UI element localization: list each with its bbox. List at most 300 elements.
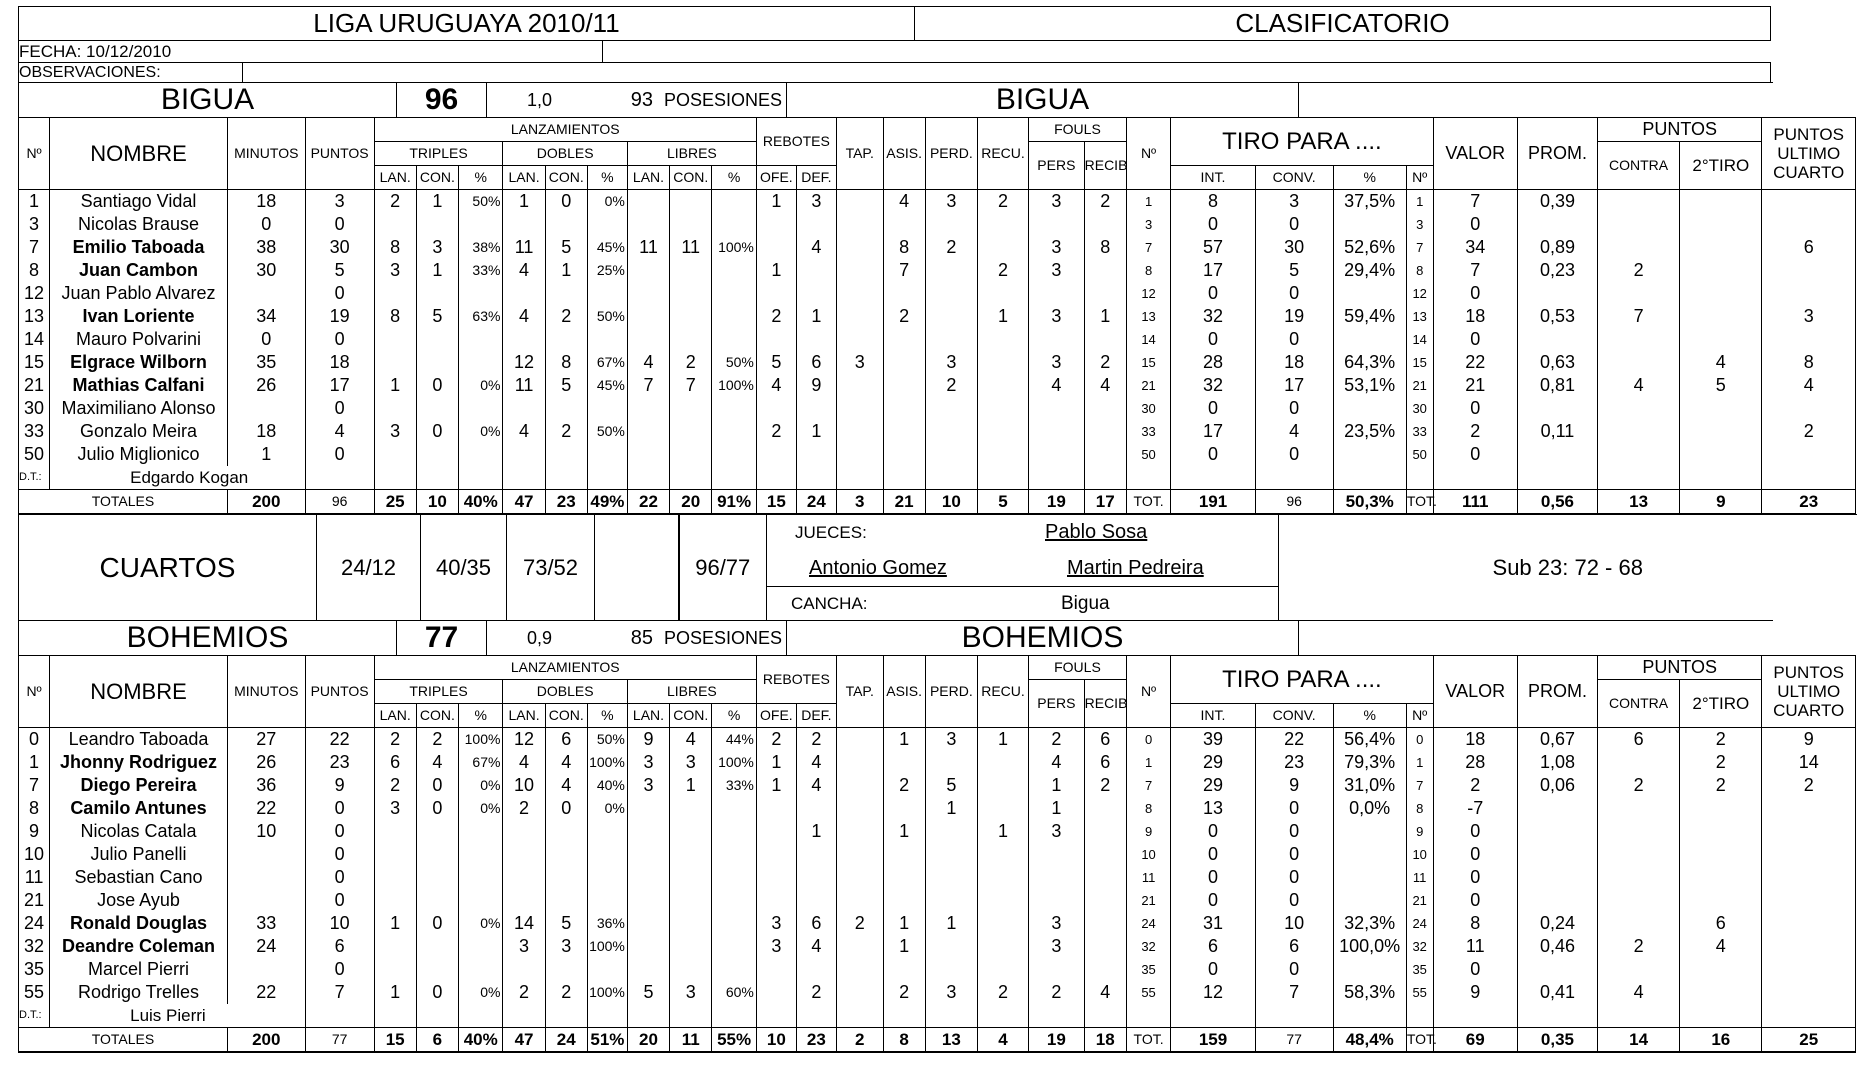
total-fp: 19 [1029, 490, 1085, 515]
total-l_p: 55% [712, 1028, 757, 1053]
total-d_l: 47 [503, 490, 545, 515]
cell-prom: 0,11 [1517, 420, 1597, 443]
coach-name: Edgardo Kogan [50, 466, 306, 490]
cell-rec: 2 [977, 981, 1028, 1004]
cell-def: 2 [796, 728, 836, 752]
cell-int: 31 [1171, 912, 1255, 935]
cell-pc: 53,1% [1333, 374, 1406, 397]
cell-fr [1084, 397, 1126, 420]
cell-no3: 1 [1406, 190, 1433, 214]
cell-ult [1762, 328, 1856, 351]
cell-t_l [374, 958, 416, 981]
cell-int: 0 [1171, 328, 1255, 351]
cell-per [925, 443, 977, 466]
cell-d_c: 4 [545, 774, 587, 797]
cell-conv: 10 [1255, 912, 1333, 935]
cell-t_p: 0% [459, 374, 503, 397]
cell-name: Jose Ayub [50, 889, 228, 912]
title-table [18, 6, 1771, 41]
cell-per [925, 397, 977, 420]
cell-fp: 3 [1029, 820, 1085, 843]
cell-d_c [545, 958, 587, 981]
cell-no2: 21 [1126, 374, 1170, 397]
cell-d_l: 2 [503, 981, 545, 1004]
cell-def [796, 889, 836, 912]
cell-conv: 0 [1255, 328, 1333, 351]
cell-asi: 4 [883, 190, 925, 214]
cell-per: 3 [925, 728, 977, 752]
player-row [19, 935, 1856, 958]
cell-ult [1762, 259, 1856, 282]
cell-l_p [712, 282, 757, 305]
cell-min [227, 843, 305, 866]
cell-con [1597, 797, 1679, 820]
total-t_l: 25 [374, 490, 416, 515]
cell-no2: 12 [1126, 282, 1170, 305]
cell-fp [1029, 213, 1085, 236]
cell-seg: 4 [1680, 935, 1762, 958]
cell-per [925, 305, 977, 328]
cell-per [925, 420, 977, 443]
cell-d_c: 5 [545, 236, 587, 259]
cell-t_l: 2 [374, 774, 416, 797]
cell-l_c [670, 866, 712, 889]
cell-t_c: 0 [416, 420, 458, 443]
cell-d_c [545, 282, 587, 305]
cell-no2: 30 [1126, 397, 1170, 420]
cell-no2: 15 [1126, 351, 1170, 374]
cell-t_c [416, 843, 458, 866]
cell-con [1597, 397, 1679, 420]
team-block-away [18, 620, 1856, 1053]
col-header-conv: CONV. [1255, 704, 1333, 728]
cell-per: 1 [925, 797, 977, 820]
total-ult: 23 [1762, 490, 1856, 515]
cell-l_l: 5 [627, 981, 669, 1004]
col-header-points: PUNTOS [305, 118, 374, 190]
cell-d_c: 5 [545, 374, 587, 397]
cell-pts: 0 [305, 820, 374, 843]
cell-pc: 52,6% [1333, 236, 1406, 259]
cell-conv: 0 [1255, 843, 1333, 866]
cell-tap [836, 843, 883, 866]
cell-t_l: 8 [374, 305, 416, 328]
cell-int: 0 [1171, 889, 1255, 912]
cell-prom: 0,23 [1517, 259, 1597, 282]
total-d_c: 24 [545, 1028, 587, 1053]
cell-min [227, 282, 305, 305]
cell-prom: 0,67 [1517, 728, 1597, 752]
cell-con [1597, 236, 1679, 259]
cell-l_l [627, 797, 669, 820]
cell-l_l [627, 820, 669, 843]
cell-con [1597, 820, 1679, 843]
cell-pts: 0 [305, 889, 374, 912]
cell-d_p [587, 328, 627, 351]
cell-no2: 11 [1126, 866, 1170, 889]
cell-d_p [587, 282, 627, 305]
cell-t_l [374, 282, 416, 305]
cell-min: 26 [227, 751, 305, 774]
total-seg: 9 [1680, 490, 1762, 515]
cell-name: Diego Pereira [50, 774, 228, 797]
cell-t_l: 1 [374, 981, 416, 1004]
cell-d_p: 40% [587, 774, 627, 797]
cell-t_p: 38% [459, 236, 503, 259]
cell-conv: 0 [1255, 282, 1333, 305]
cell-pc [1333, 213, 1406, 236]
col-header-turnovers: PERD. [925, 656, 977, 728]
cell-no2: 55 [1126, 981, 1170, 1004]
cell-d_l: 4 [503, 305, 545, 328]
cell-per [925, 328, 977, 351]
total-asi: 21 [883, 490, 925, 515]
col-header-con: CON. [416, 166, 458, 190]
cell-fr: 2 [1084, 774, 1126, 797]
cell-d_l: 1 [503, 190, 545, 214]
cell-t_p: 63% [459, 305, 503, 328]
cell-ult [1762, 443, 1856, 466]
cell-conv: 0 [1255, 958, 1333, 981]
cell-t_c [416, 397, 458, 420]
cell-t_c [416, 935, 458, 958]
cell-con [1597, 282, 1679, 305]
cell-pc: 32,3% [1333, 912, 1406, 935]
cell-l_c [670, 213, 712, 236]
col-header-name: NOMBRE [50, 656, 228, 728]
cell-pts: 22 [305, 728, 374, 752]
cell-asi [883, 351, 925, 374]
total-d_p: 49% [587, 490, 627, 515]
cell-l_c [670, 935, 712, 958]
cell-def: 9 [796, 374, 836, 397]
cell-prom: 0,24 [1517, 912, 1597, 935]
cell-def: 2 [796, 981, 836, 1004]
cell-pts: 0 [305, 866, 374, 889]
cell-t_p: 0% [459, 912, 503, 935]
cell-no: 8 [19, 259, 50, 282]
total-ofe: 15 [756, 490, 796, 515]
col-header-steals: RECU. [977, 118, 1028, 190]
cell-pc [1333, 958, 1406, 981]
cell-fr [1084, 820, 1126, 843]
cell-name: Julio Miglionico [50, 443, 228, 466]
cell-l_c [670, 820, 712, 843]
cell-l_p [712, 889, 757, 912]
cell-val: 28 [1433, 751, 1517, 774]
cell-def [796, 259, 836, 282]
cell-ult: 6 [1762, 236, 1856, 259]
player-row [19, 958, 1856, 981]
cell-asi: 1 [883, 820, 925, 843]
cell-t_c: 5 [416, 305, 458, 328]
cell-ult [1762, 213, 1856, 236]
cell-asi [883, 420, 925, 443]
cell-def [796, 282, 836, 305]
cell-d_c: 5 [545, 912, 587, 935]
cell-int: 0 [1171, 866, 1255, 889]
quarter-2-score: 40/35 [421, 515, 507, 621]
cell-no: 14 [19, 328, 50, 351]
cell-fp: 3 [1029, 935, 1085, 958]
cell-no2: 10 [1126, 843, 1170, 866]
cell-int: 13 [1171, 797, 1255, 820]
cell-prom [1517, 889, 1597, 912]
cell-d_l: 12 [503, 728, 545, 752]
cell-ofe: 1 [756, 190, 796, 214]
cell-t_l [374, 213, 416, 236]
total-fr: 18 [1084, 1028, 1126, 1053]
cell-l_c: 2 [670, 351, 712, 374]
cell-con [1597, 443, 1679, 466]
cell-l_l [627, 305, 669, 328]
col-header-lan: LAN. [503, 166, 545, 190]
total-l_p: 91% [712, 490, 757, 515]
cell-t_c [416, 889, 458, 912]
cell-conv: 18 [1255, 351, 1333, 374]
cell-pts: 19 [305, 305, 374, 328]
cell-l_c [670, 282, 712, 305]
cell-d_p [587, 958, 627, 981]
cell-int: 0 [1171, 443, 1255, 466]
col-header-pct: % [712, 704, 757, 728]
cell-asi [883, 397, 925, 420]
cell-seg [1680, 305, 1762, 328]
cell-def: 1 [796, 820, 836, 843]
cell-rec: 1 [977, 820, 1028, 843]
cell-con [1597, 751, 1679, 774]
cell-t_l [374, 397, 416, 420]
cell-prom [1517, 843, 1597, 866]
cell-con [1597, 912, 1679, 935]
col-header-no-2: Nº [1126, 118, 1170, 190]
cell-ult: 2 [1762, 420, 1856, 443]
cell-prom [1517, 820, 1597, 843]
cell-pc [1333, 282, 1406, 305]
cell-no3: 8 [1406, 797, 1433, 820]
col-header-lan: LAN. [627, 166, 669, 190]
cell-no: 50 [19, 443, 50, 466]
cell-pts: 18 [305, 351, 374, 374]
cell-l_p: 44% [712, 728, 757, 752]
cell-con: 2 [1597, 259, 1679, 282]
observations-table [18, 62, 1771, 83]
col-header-doubles: DOBLES [503, 142, 627, 166]
cell-tap [836, 236, 883, 259]
cell-val: 0 [1433, 443, 1517, 466]
cell-d_c: 8 [545, 351, 587, 374]
possessions-value: 85 [630, 626, 653, 649]
cell-d_c [545, 866, 587, 889]
cell-seg [1680, 397, 1762, 420]
cell-pc: 29,4% [1333, 259, 1406, 282]
cell-conv: 6 [1255, 935, 1333, 958]
cell-t_c [416, 820, 458, 843]
cell-t_l: 3 [374, 797, 416, 820]
cell-no2: 1 [1126, 751, 1170, 774]
col-header-triples: TRIPLES [374, 680, 503, 704]
player-row [19, 328, 1856, 351]
player-row [19, 797, 1856, 820]
cell-no: 1 [19, 190, 50, 214]
cell-pts: 0 [305, 443, 374, 466]
cell-seg [1680, 958, 1762, 981]
coach-label: D.T.: [19, 466, 50, 490]
cell-ult [1762, 958, 1856, 981]
cell-int: 28 [1171, 351, 1255, 374]
cell-d_p [587, 889, 627, 912]
cell-l_c [670, 190, 712, 214]
meta-table [18, 40, 1771, 63]
col-header-lan: LAN. [627, 704, 669, 728]
cell-name: Marcel Pierri [50, 958, 228, 981]
col-header-pers: PERS [1029, 142, 1085, 190]
cell-d_l: 11 [503, 374, 545, 397]
cell-l_p: 100% [712, 751, 757, 774]
cell-pts: 0 [305, 958, 374, 981]
cell-asi [883, 213, 925, 236]
cell-t_p: 100% [459, 728, 503, 752]
cell-l_l [627, 190, 669, 214]
cell-seg: 2 [1680, 751, 1762, 774]
cell-con: 4 [1597, 374, 1679, 397]
cell-t_l [374, 935, 416, 958]
cell-rec [977, 866, 1028, 889]
cell-ofe: 2 [756, 305, 796, 328]
cell-seg [1680, 236, 1762, 259]
cell-t_p [459, 935, 503, 958]
cell-no3: 35 [1406, 958, 1433, 981]
cell-t_l: 6 [374, 751, 416, 774]
cell-no2: 0 [1126, 728, 1170, 752]
total-no2: TOT. [1126, 1028, 1170, 1053]
cell-prom [1517, 213, 1597, 236]
cell-l_l: 11 [627, 236, 669, 259]
cell-l_p [712, 912, 757, 935]
cell-def [796, 213, 836, 236]
cell-d_p [587, 443, 627, 466]
cell-d_l [503, 958, 545, 981]
cell-con [1597, 889, 1679, 912]
cell-d_p: 25% [587, 259, 627, 282]
player-row [19, 820, 1856, 843]
judges-label: JUECES: [795, 523, 867, 543]
cell-pc [1333, 843, 1406, 866]
cell-t_p: 0% [459, 981, 503, 1004]
cell-min: 0 [227, 213, 305, 236]
cell-l_c: 3 [670, 751, 712, 774]
cell-t_c: 0 [416, 374, 458, 397]
cell-no2: 1 [1126, 190, 1170, 214]
cell-t_p: 0% [459, 797, 503, 820]
player-row [19, 843, 1856, 866]
cell-rec [977, 912, 1028, 935]
possessions-label: POSESIONES [664, 627, 783, 648]
cell-l_l [627, 420, 669, 443]
cell-seg [1680, 820, 1762, 843]
cell-conv: 0 [1255, 397, 1333, 420]
cell-tap [836, 820, 883, 843]
cell-tap [836, 958, 883, 981]
cell-no: 0 [19, 728, 50, 752]
cell-asi [883, 328, 925, 351]
cell-t_p: 33% [459, 259, 503, 282]
total-con: 14 [1597, 1028, 1679, 1053]
player-stats-table [18, 655, 1856, 1053]
cell-d_l [503, 889, 545, 912]
player-row [19, 889, 1856, 912]
cell-d_c [545, 397, 587, 420]
cell-d_p: 45% [587, 236, 627, 259]
cell-tap [836, 866, 883, 889]
col-header-pct: % [459, 166, 503, 190]
cell-int: 0 [1171, 397, 1255, 420]
cell-l_c: 7 [670, 374, 712, 397]
cell-d_p: 100% [587, 935, 627, 958]
total-int: 159 [1171, 1028, 1255, 1053]
cell-ult [1762, 981, 1856, 1004]
cell-d_p [587, 820, 627, 843]
cell-conv: 19 [1255, 305, 1333, 328]
cell-conv: 17 [1255, 374, 1333, 397]
cell-tap [836, 728, 883, 752]
player-row [19, 866, 1856, 889]
total-d_l: 47 [503, 1028, 545, 1053]
cell-val: 0 [1433, 843, 1517, 866]
team-block-home [18, 82, 1856, 515]
header-row-1 [19, 656, 1856, 680]
court-label: CANCHA: [791, 593, 868, 613]
cell-val: 2 [1433, 420, 1517, 443]
cell-per: 2 [925, 374, 977, 397]
cell-con [1597, 866, 1679, 889]
cell-d_l: 4 [503, 751, 545, 774]
cell-pts: 0 [305, 213, 374, 236]
cell-l_l [627, 282, 669, 305]
cell-l_p [712, 305, 757, 328]
coach-label: D.T.: [19, 1004, 50, 1028]
cell-asi [883, 866, 925, 889]
cell-t_l: 3 [374, 420, 416, 443]
cell-l_c [670, 420, 712, 443]
cell-fr [1084, 420, 1126, 443]
cell-pc [1333, 889, 1406, 912]
cell-no3: 55 [1406, 981, 1433, 1004]
cell-pts: 23 [305, 751, 374, 774]
cell-no: 13 [19, 305, 50, 328]
cell-t_c: 0 [416, 912, 458, 935]
cell-no3: 21 [1406, 889, 1433, 912]
cell-rec [977, 889, 1028, 912]
cell-fr: 4 [1084, 374, 1126, 397]
cell-tap [836, 774, 883, 797]
cell-ofe: 5 [756, 351, 796, 374]
cell-ult [1762, 889, 1856, 912]
cell-d_p: 0% [587, 190, 627, 214]
cell-no: 10 [19, 843, 50, 866]
cell-asi: 8 [883, 236, 925, 259]
cell-d_l [503, 843, 545, 866]
total-pc: 50,3% [1333, 490, 1406, 515]
cell-int: 0 [1171, 213, 1255, 236]
cell-def [796, 843, 836, 866]
cell-no2: 3 [1126, 213, 1170, 236]
col-header-off: OFE. [756, 166, 796, 190]
col-header-blocks: TAP. [836, 656, 883, 728]
col-header-lan: LAN. [374, 704, 416, 728]
cell-asi [883, 889, 925, 912]
cell-def [796, 397, 836, 420]
